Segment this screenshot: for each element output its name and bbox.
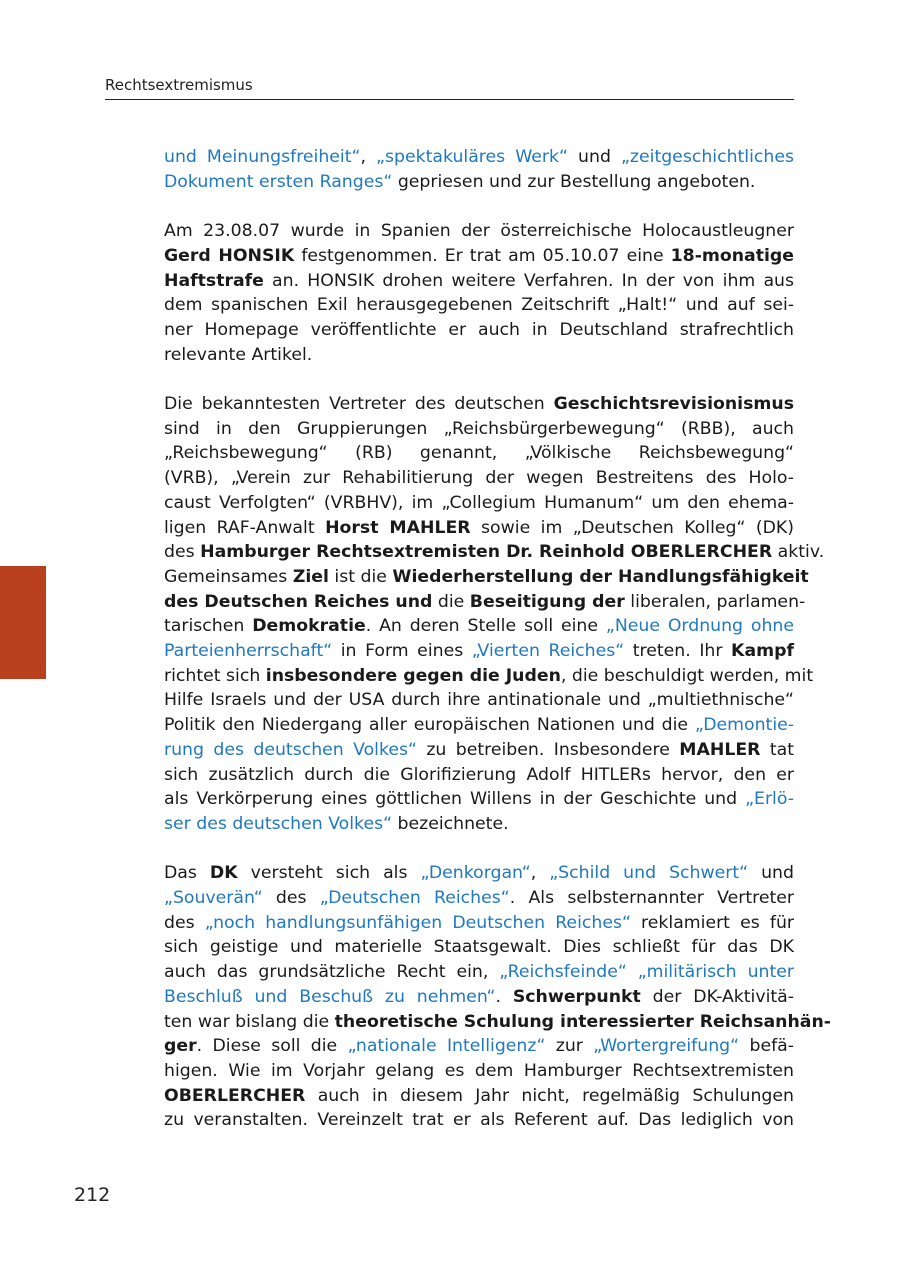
text-run: des [262,888,320,909]
bold-term: theoretische Schulung interessierter Reichsanhän- [334,1011,831,1032]
text-run: liberalen, parlamen- [624,591,806,612]
quoted-term: Beschluß und Beschuß zu nehmen“ [164,986,496,1007]
text-run: sich zusätzlich durch die Glorifizierung Adolf HITLERs hervor, den er [164,764,794,785]
text-run: reklamiert es für [630,912,794,933]
text-run: und [748,863,794,884]
text-run: ist die [328,566,393,587]
text-line [164,1108,794,1133]
text-line [164,664,814,689]
text-run: zur [545,1036,594,1057]
text-run: des [164,912,205,933]
text-line [164,244,794,269]
text-line [164,170,794,195]
paragraph [164,861,831,1133]
text-run: relevante Artikel. [164,344,313,365]
chapter-tab-marker [0,566,46,679]
body-text [164,145,831,1158]
bold-term: Schwerpunkt [512,986,641,1007]
text-run: befä- [739,1036,794,1057]
quoted-term: „nationale Intelligenz“ [347,1036,546,1057]
text-run: der DK-Aktivitä- [640,986,794,1007]
text-run: zu veranstalten. Vereinzelt trat er als Referent auf. Das lediglich von [164,1110,794,1131]
text-run: . Diese soll die [196,1036,348,1057]
text-run: ligen RAF-Anwalt [164,517,326,538]
text-run: Die bekanntesten Vertreter des deutschen [164,394,554,414]
text-run: auch in diesem Jahr nicht, regelmäßig Schulungen [305,1085,794,1106]
text-line [164,985,794,1010]
text-run: aktiv. [772,542,825,563]
quoted-term: „Souverän“ [164,888,263,909]
text-run: sich geistige und materielle Staatsgewalt. Dies schließt für das DK [164,937,794,958]
text-run: gepriesen und zur Bestellung angeboten. [392,171,756,192]
text-run: festgenommen. Er trat am 05.10.07 eine [294,245,671,266]
text-line [164,911,794,936]
bold-term: Beseitigung der [469,591,625,612]
text-run: . [495,986,513,1007]
bold-term: Hamburger Rechtsextremisten Dr. Reinhold OBERLERCHER [200,542,773,563]
text-run: tarischen [164,616,253,637]
text-line [164,861,794,886]
text-line [164,787,794,812]
text-line [164,763,794,788]
text-line [164,565,809,590]
text-run: an. HONSIK drohen weitere Verfahren. In der von ihm aus [263,270,794,291]
text-run: Politik den Niedergang aller europäischen Nationen und die [164,715,695,736]
text-run: als Verkörperung eines göttlichen Willens in der Geschichte und [164,789,746,810]
bold-term: Wiederherstellung der Handlungsfähigkeit [392,566,809,587]
bold-term: DK [209,863,238,884]
text-run: sowie im „Deutschen Kolleg“ (DK) [470,517,794,538]
paragraph [164,145,794,194]
quoted-term: „spektakuläres Werk“ [376,147,568,167]
bold-term: Kampf [731,641,794,662]
text-run: bezeichnete. [392,813,509,834]
text-line [164,639,794,664]
quoted-term: „zeitgeschichtliches [620,147,794,167]
bold-term: insbesondere gegen die Juden [265,665,561,686]
bold-term: Demokratie [252,616,366,637]
text-line [164,466,794,491]
text-line [164,1059,794,1084]
text-line [164,614,794,639]
text-line [164,1084,794,1109]
bold-term: Gerd HONSIK [164,245,295,266]
bold-term: Geschichtsrevisionismus [553,394,794,414]
bold-term: des Deutschen Reiches und [164,591,433,612]
text-line [164,688,794,713]
text-run: caust Verfolgten“ (VRBHV), im „Collegium Humanum“ um den ehema- [164,492,794,513]
bold-term: 18-monatige [670,245,794,266]
bold-term: Ziel [292,566,329,587]
text-line [164,935,794,960]
paragraph [164,219,794,367]
text-run: , [530,863,550,884]
text-line [164,590,806,615]
paragraph [164,392,825,837]
text-line [164,540,825,565]
running-header: Rechtsextremismus [105,76,794,100]
text-line [164,318,794,343]
quoted-term: „Wortergreifung“ [593,1036,740,1057]
text-line [164,392,794,417]
text-line [164,269,794,294]
bold-term: OBERLERCHER [164,1085,306,1106]
quoted-term: „Reichsfeinde“ „militärisch unter [499,962,794,983]
quoted-term: „Erlö- [745,789,794,810]
text-line [164,1010,831,1035]
bold-term: ger [164,1036,197,1057]
quoted-term: Parteienherrschaft“ [164,641,333,662]
quoted-term: „Deutschen Reiches“ [319,888,510,909]
text-run: die [432,591,470,612]
quoted-term: „Demontie- [694,715,794,736]
text-line [164,812,794,837]
text-run: in Form eines [332,641,472,662]
text-run: , [360,147,377,167]
text-line [164,145,794,170]
text-line [164,886,794,911]
quoted-term: „Neue Ordnung ohne [605,616,795,637]
text-run: versteht sich als [237,863,421,884]
text-run: (VRB), „Verein zur Rehabilitierung der wegen Bestreitens des Holo- [164,468,794,489]
text-line [164,219,794,244]
text-run: higen. Wie im Vorjahr gelang es dem Hamburger Rechtsextremisten [164,1060,794,1081]
text-run: , die beschuldigt werden, mit [560,665,814,686]
text-run: treten. Ihr [624,641,732,662]
text-run: Hilfe Israels und der USA durch ihre antinationale und „multiethnische“ [164,690,794,711]
bold-term: Horst MAHLER [325,517,471,538]
text-line [164,516,794,541]
text-line [164,343,794,368]
text-run: „Reichsbewegung“ (RB) genannt, „Völkische Reichsbewegung“ [164,443,794,464]
text-run: und [567,147,621,167]
text-line [164,960,794,985]
quoted-term: ser des deutschen Volkes“ [164,813,393,834]
text-run: des [164,542,201,563]
text-run: ner Homepage veröffentlichte er auch in Deutschland strafrechtlich [164,319,794,340]
text-run: Das [164,863,210,884]
text-run: zu betreiben. Insbesondere [416,739,680,760]
text-run: auch das grundsätzliche Recht ein, [164,962,500,983]
text-run: . Als selbsternannter Vertreter [509,888,795,909]
text-run: ten war bislang die [164,1011,335,1032]
text-line [164,738,794,763]
text-run: richtet sich [164,665,266,686]
text-run: Am 23.08.07 wurde in Spanien der österreichische Holocaustleugner [164,221,794,242]
bold-term: MAHLER [679,739,761,760]
quoted-term: „Schild und Schwert“ [549,863,749,884]
text-line [164,417,794,442]
text-run: dem spanischen Exil herausgegebenen Zeitschrift „Halt!“ und auf sei- [164,295,794,316]
text-run: tat [760,739,794,760]
text-run: . An deren Stelle soll eine [365,616,606,637]
text-line [164,1034,794,1059]
bold-term: Haftstrafe [164,270,264,291]
quoted-term: und Meinungsfreiheit“ [164,147,361,167]
text-run: sind in den Gruppierungen „Reichsbürgerbewegung“ (RBB), auch [164,418,794,439]
quoted-term: rung des deutschen Volkes“ [164,739,417,760]
quoted-term: „Vierten Reiches“ [471,641,625,662]
quoted-term: Dokument ersten Ranges“ [164,171,393,192]
page-number: 212 [74,1184,111,1206]
text-line [164,491,794,516]
text-line [164,441,794,466]
text-run: Gemeinsames [164,566,293,587]
text-line [164,713,794,738]
text-line [164,293,794,318]
quoted-term: „noch handlungsunfähigen Deutschen Reiches“ [204,912,631,933]
quoted-term: „Denkorgan“ [420,863,531,884]
